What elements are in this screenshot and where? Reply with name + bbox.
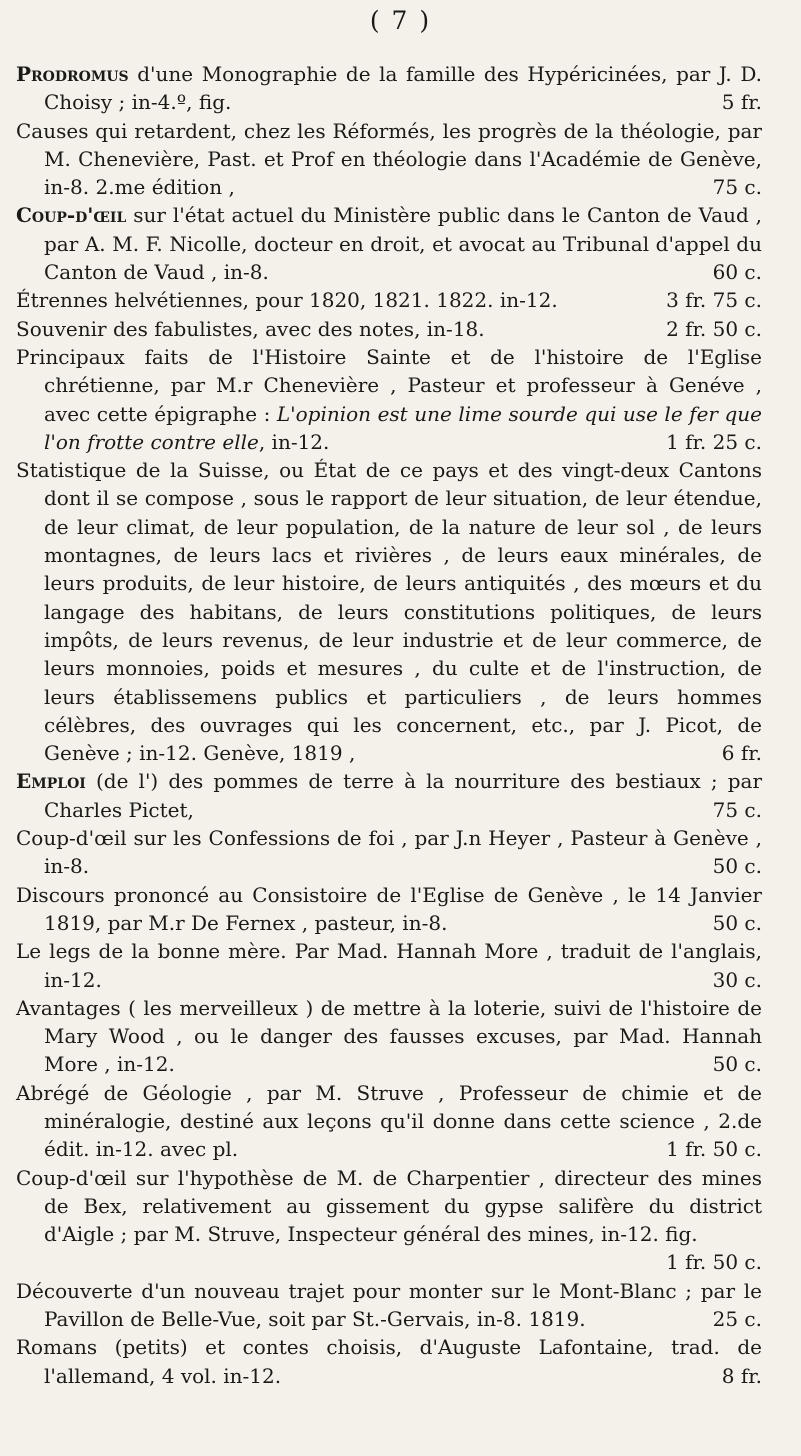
entry-price: 75 c. bbox=[712, 175, 762, 200]
entry-price: 1 fr. 50 c. bbox=[666, 1250, 762, 1275]
entry-price: 2 fr. 50 c. bbox=[666, 316, 762, 341]
entry-price: 1 fr. 25 c. bbox=[666, 429, 762, 454]
entry-price: 50 c. bbox=[712, 910, 762, 935]
entry-text: Souvenir des fabulistes, avec des notes, in-18. bbox=[16, 316, 485, 341]
catalogue-entry bbox=[16, 117, 762, 202]
entry-price: 6 fr. bbox=[721, 741, 762, 766]
entry-price: 75 c. bbox=[712, 797, 762, 822]
catalogue-entry bbox=[16, 315, 762, 343]
catalogue-entry bbox=[16, 286, 762, 314]
entry-price: 8 fr. bbox=[721, 1363, 762, 1388]
entry-price: 60 c. bbox=[712, 260, 762, 285]
catalogue-entry bbox=[16, 1333, 762, 1390]
entry-text: (de l') des pommes de terre à la nourriture des bestiaux ; par Charles Pictet, bbox=[44, 769, 762, 822]
entry-price: 3 fr. 75 c. bbox=[666, 288, 762, 313]
catalogue-entry bbox=[16, 201, 762, 286]
catalogue-entry bbox=[16, 881, 762, 938]
entry-text: Abrégé de Géologie , par M. Struve , Professeur de chimie et de minéralogie, destiné aux leçons qu'il donne dans cette science , 2.de édit. in-12. avec pl. bbox=[16, 1080, 762, 1162]
catalogue-entry bbox=[16, 994, 762, 1079]
entry-text: Coup-d'œil sur l'hypothèse de M. de Charpentier , directeur des mines de Bex, relativement au gissement du gypse salifère du district d'Aigle ; par M. Struve, Inspecteur général des mines, in-12. fig. bbox=[16, 1165, 762, 1247]
catalogue-entry bbox=[16, 1277, 762, 1334]
entry-text: Discours prononcé au Consistoire de l'Eglise de Genève , le 14 Janvier 1819, par M.r De Fernex , pasteur, in-8. bbox=[16, 882, 762, 935]
entry-text: Causes qui retardent, chez les Réformés, les progrès de la théologie, par M. Chenevière, Past. et Prof en théologie dans l'Académie de Genève, in-8. 2.me édition , bbox=[16, 118, 762, 200]
entry-heading: Coup-d'œil bbox=[16, 203, 127, 228]
entry-text-after: , in-12. bbox=[258, 429, 330, 454]
catalogue-entry bbox=[16, 60, 762, 117]
catalogue-entry bbox=[16, 1164, 762, 1277]
catalogue-entry bbox=[16, 343, 762, 456]
entry-price: 5 fr. bbox=[721, 90, 762, 115]
catalogue-entries bbox=[16, 60, 762, 1390]
catalogue-entry bbox=[16, 1079, 762, 1164]
entry-text: Étrennes helvétiennes, pour 1820, 1821. 1822. in-12. bbox=[16, 288, 558, 313]
entry-text: Coup-d'œil sur les Confessions de foi , par J.n Heyer , Pasteur à Genève , in-8. bbox=[16, 826, 762, 879]
entry-text: Découverte d'un nouveau trajet pour monter sur le Mont-Blanc ; par le Pavillon de Belle-Vue, soit par St.-Gervais, in-8. 1819. bbox=[16, 1278, 762, 1332]
entry-text: d'une Monographie de la famille des Hypéricinées, par J. D. Choisy ; in-4.º, fig. bbox=[44, 62, 762, 115]
page-number: ( 7 ) bbox=[369, 6, 432, 35]
entry-text: Romans (petits) et contes choisis, d'Auguste Lafontaine, trad. de l'allemand, 4 vol. in-12. bbox=[16, 1335, 762, 1388]
catalogue-entry bbox=[16, 767, 762, 824]
entry-heading: Prodromus bbox=[16, 62, 129, 86]
catalogue-entry bbox=[16, 937, 762, 994]
entry-epigraph: L'opinion est une lime sourde qui use le fer que l'on frotte contre elle bbox=[44, 401, 762, 454]
entry-price: 1 fr. 50 c. bbox=[666, 1137, 762, 1162]
entry-text: Statistique de la Suisse, ou État de ce pays et des vingt-deux Cantons dont il se compose , sous le rapport de leur situation, de leur étendue, de leur climat, de leur population, de la nature de leur sol , de leurs montagnes, de leurs lacs et rivières , de leurs eaux minérales, de leurs produits, de leur histoire, de leurs antiquités , des mœurs et du langage des habitans, de leurs constitutions politiques, de leurs impôts, de leurs revenus, de leur industrie et de leur commerce, de leurs monnoies, poids et mesures , du culte et de l'instruction, de leurs établissemens publics et particuliers , de leurs hommes célèbres, des ouvrages qui les concernent, etc., par J. Picot, de Genève ; in-12. Genève, 1819 , bbox=[16, 458, 762, 766]
entry-price: 25 c. bbox=[712, 1307, 762, 1332]
catalogue-entry bbox=[16, 824, 762, 881]
entry-text: Avantages ( les merveilleux ) de mettre à la loterie, suivi de l'histoire de Mary Wood , ou le danger des fausses excuses, par Mad. Hannah More , in-12. bbox=[16, 995, 762, 1077]
catalogue-entry bbox=[16, 456, 762, 767]
entry-price: 30 c. bbox=[712, 967, 762, 992]
entry-price: 50 c. bbox=[712, 1052, 762, 1077]
entry-price: 50 c. bbox=[712, 854, 762, 879]
entry-text: sur l'état actuel du Ministère public dans le Canton de Vaud , par A. M. F. Nicolle, docteur en droit, et avocat au Tribunal d'appel du Canton de Vaud , in-8. bbox=[44, 203, 763, 285]
entry-heading: Emploi bbox=[16, 769, 86, 794]
entry-text: Principaux faits de l'Histoire Sainte et de l'histoire de l'Eglise chrétienne, par M.r Chenevière , Pasteur et professeur à Genéve , avec cette épigraphe : bbox=[16, 344, 762, 426]
entry-text: Le legs de la bonne mère. Par Mad. Hannah More , traduit de l'anglais, in-12. bbox=[16, 939, 762, 992]
